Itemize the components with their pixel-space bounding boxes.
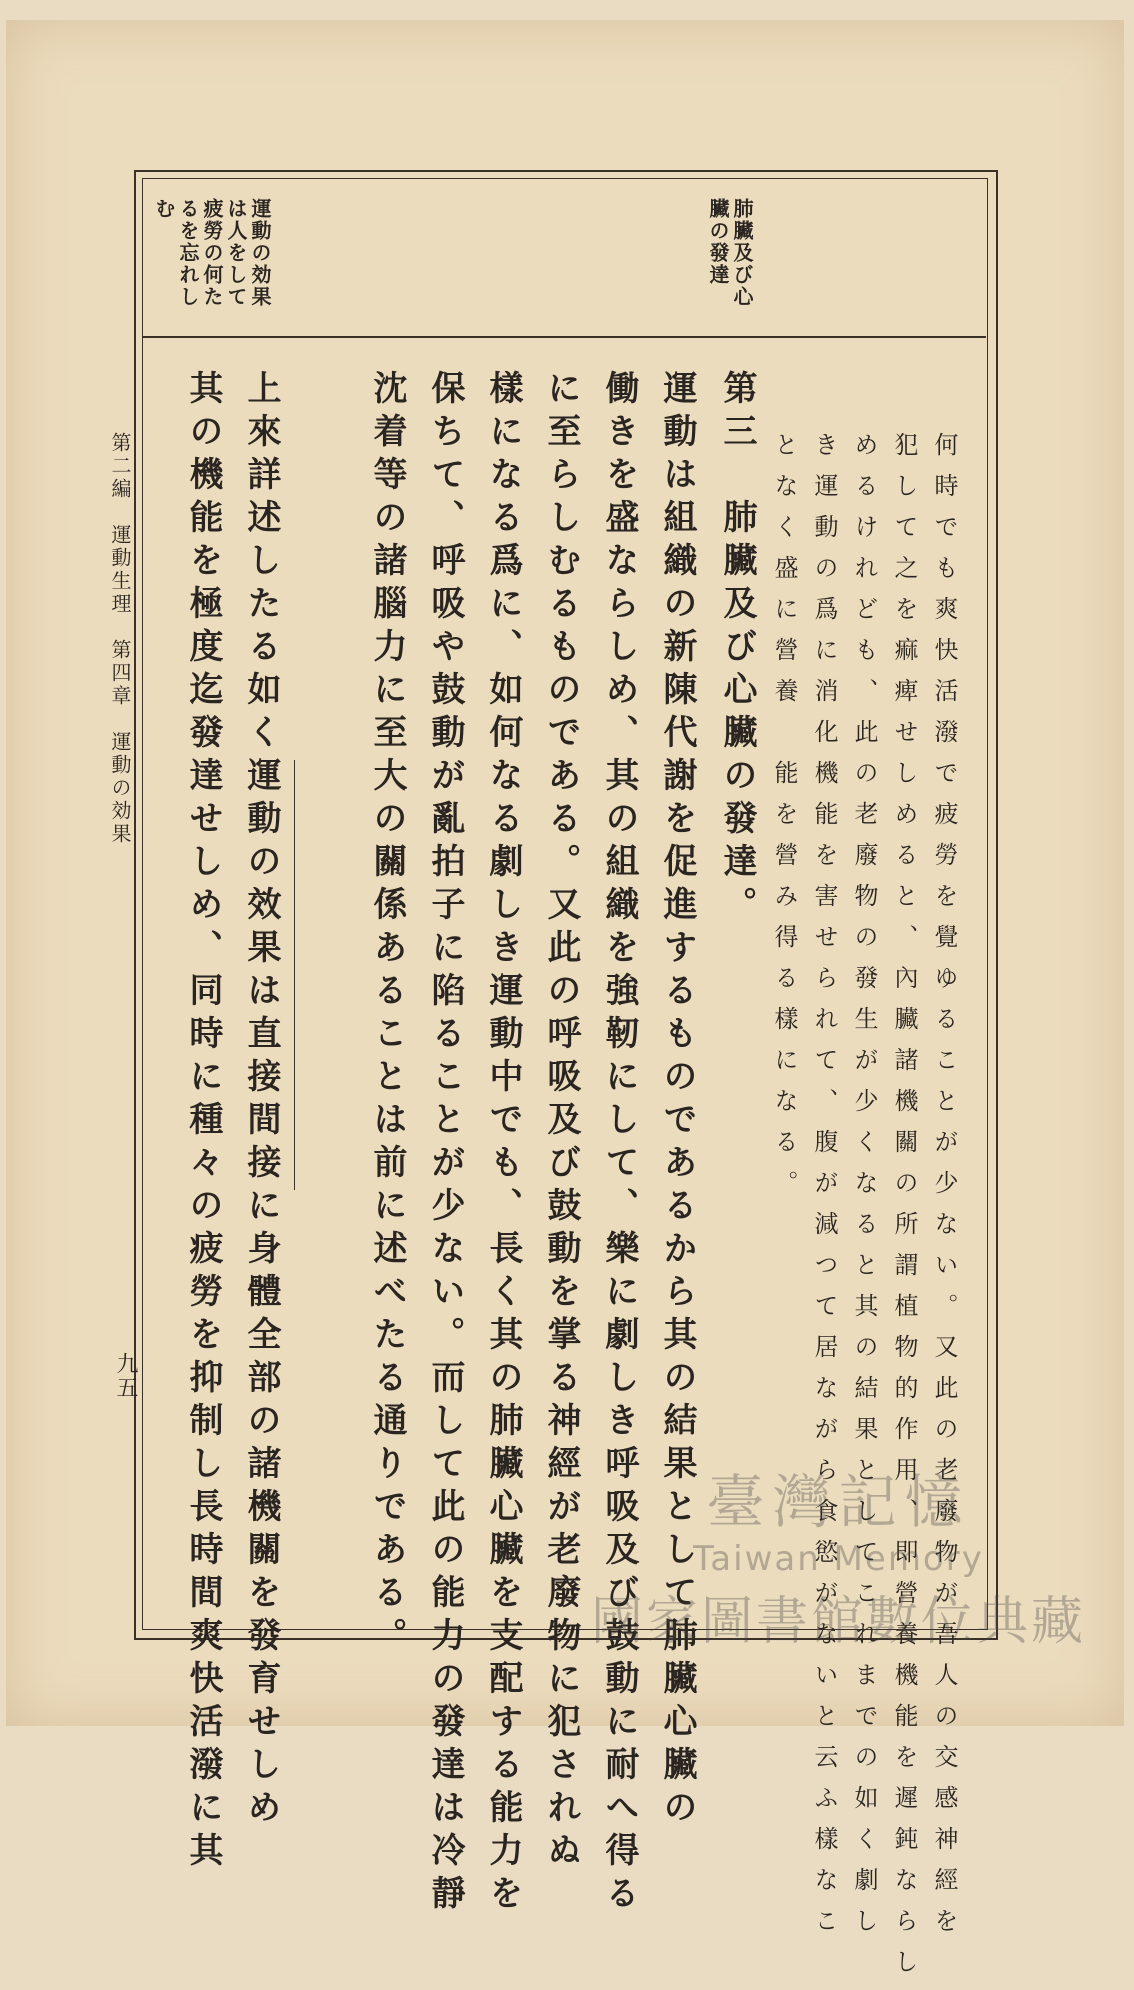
small-paragraph-line: 犯して之を痲痺せしめると、內臟諸機關の所謂植物的作用、即營養機能を遲鈍ならし	[890, 432, 918, 1990]
watermark-english: Taiwan Memory	[693, 1539, 984, 1579]
small-paragraph-line: めるけれども、此の老廢物の發生が少くなると其の結果としてこれまでの如く劇し	[850, 432, 878, 1949]
body-text-line: 上來詳述したる如く運動の效果は直接間接に身體全部の諸機關を發育せしめ	[241, 370, 281, 1832]
margin-note-exercise-effect: 運動の効果 は人をして 疲勞の何た るを忘れし む	[152, 198, 272, 308]
library-watermark	[591, 1455, 1086, 1654]
body-text-line: 樣になる爲に、如何なる劇しき運動中でも、長く其の肺臟心臟を支配する能力を	[483, 370, 523, 1918]
margin-note-divider	[142, 336, 986, 338]
body-text-line: 働きを盛ならしめ、其の組織を強靭にして、樂に劇しき呼吸及び鼓動に耐へ得る	[599, 370, 639, 1918]
watermark-library: 國家圖書館數位典藏	[590, 1592, 1086, 1652]
body-text-line: 運動は組織の新陳代謝を促進するものであるから其の結果として肺臟心臟の	[657, 370, 697, 1832]
body-text-line: 其の機能を極度迄發達せしめ、同時に種々の疲勞を抑制し長時間爽快活潑に其	[183, 370, 223, 1875]
paragraph-rule	[294, 760, 295, 1190]
margin-note-heart-lung: 肺臟及び心 臟の發達	[706, 198, 754, 308]
page-number: 九五	[113, 1352, 138, 1400]
body-text-line: 沈着等の諸腦力に至大の關係あることは前に述べたる通りである。	[367, 370, 407, 1660]
body-text-line: 保ちて、呼吸や鼓動が亂拍子に陷ることが少ない。而して此の能力の發達は冷靜	[425, 370, 465, 1918]
small-paragraph-line: 何時でも爽快活潑で疲勞を覺ゆることが少ない。又此の老廢物が吾人の交感神經を	[930, 432, 958, 1949]
running-header: 第二編 運動生理 第四章 運動の効果	[108, 432, 132, 846]
section-heading: 第三 肺臟及び心臟の發達。	[717, 370, 757, 929]
body-text-line: に至らしむるものである。又此の呼吸及び鼓動を掌る神經が老廢物に犯されぬ	[541, 370, 581, 1875]
small-paragraph-line: き運動の爲に消化機能を害せられて、腹が減つて居ながら食慾がないと云ふ樣なこ	[810, 432, 838, 1949]
watermark-chinese: 臺灣記憶	[706, 1468, 971, 1536]
small-paragraph-line: となく盛に營養 能を營み得る樣になる。	[770, 432, 798, 1211]
